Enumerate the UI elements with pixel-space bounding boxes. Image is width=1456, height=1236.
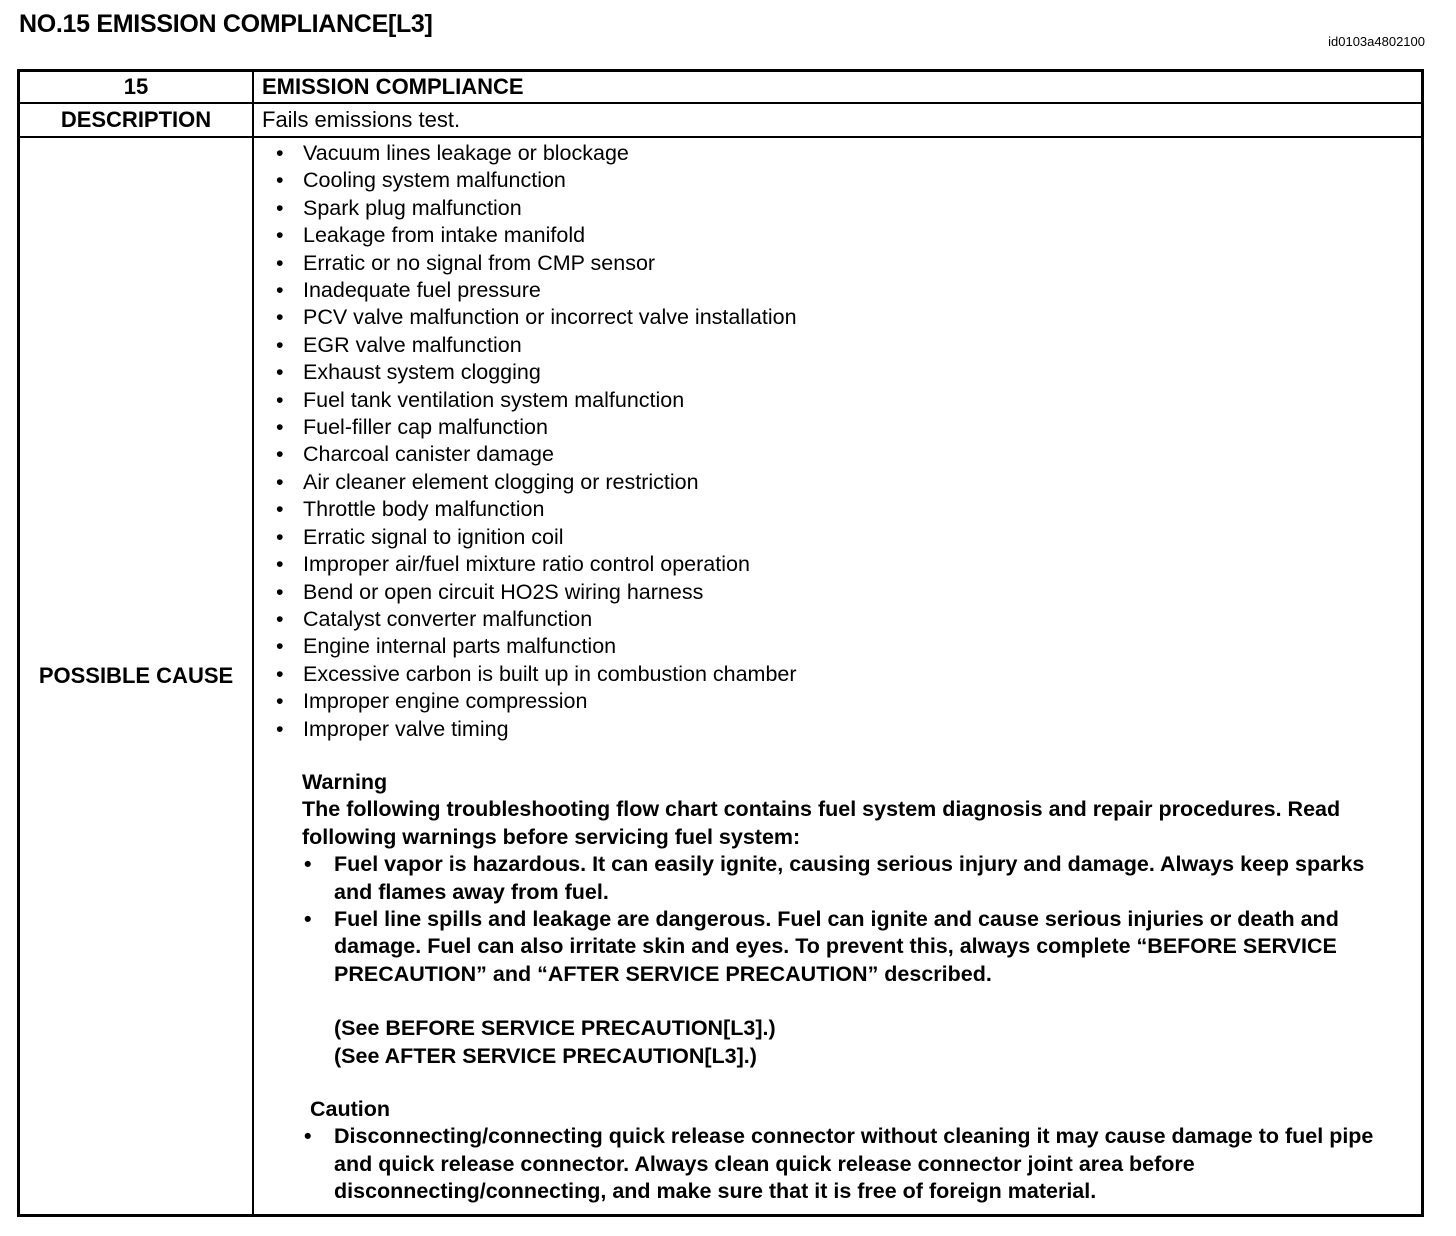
description-text: Fails emissions test.: [253, 103, 1423, 137]
warning-heading: Warning: [302, 769, 388, 794]
symptom-number: 15: [19, 71, 254, 104]
document-id: id0103a4802100: [1328, 34, 1425, 49]
cause-item: • Catalyst converter malfunction: [276, 606, 1421, 633]
warning-block: [254, 769, 1421, 1070]
cause-item: • Air cleaner element clogging or restriction: [276, 469, 1421, 496]
cause-item: • Cooling system malfunction: [276, 167, 1421, 194]
cause-item: • Inadequate fuel pressure: [276, 277, 1421, 304]
possible-cause-label: POSSIBLE CAUSE: [19, 137, 254, 1215]
cause-item: • Engine internal parts malfunction: [276, 633, 1421, 660]
description-label: DESCRIPTION: [19, 103, 254, 137]
troubleshooting-table: [17, 69, 1424, 1217]
possible-cause-row: [19, 137, 1423, 1215]
symptom-title: EMISSION COMPLIANCE: [253, 71, 1423, 104]
header-row: [19, 71, 1423, 104]
possible-cause-content: [253, 137, 1423, 1215]
cause-item: • Fuel-filler cap malfunction: [276, 414, 1421, 441]
warning-bullet: • Fuel vapor is hazardous. It can easily ignite, causing serious injury and damage. Always keep sparks and flames away from fuel.: [302, 851, 1407, 906]
cause-item: • PCV valve malfunction or incorrect valve installation: [276, 304, 1421, 331]
cause-item: • Erratic signal to ignition coil: [276, 524, 1421, 551]
description-row: [19, 103, 1423, 137]
see-before-service-link[interactable]: (See BEFORE SERVICE PRECAUTION[L3].): [334, 1016, 776, 1041]
warning-bullet: • Fuel line spills and leakage are dangerous. Fuel can ignite and cause serious injuries or death and damage. Fuel can also irritate skin and eyes. To prevent this, always complete “BEFORE SERVICE PRECAUTION” and “AFTER SERVICE PRECAUTION” described.: [302, 906, 1407, 988]
cause-item: • Throttle body malfunction: [276, 496, 1421, 523]
cause-list: [254, 140, 1421, 743]
warning-bullets: [302, 851, 1407, 988]
cause-item: • Improper engine compression: [276, 688, 1421, 715]
cause-item: • Improper valve timing: [276, 716, 1421, 743]
cause-item: • Leakage from intake manifold: [276, 222, 1421, 249]
caution-block: [254, 1096, 1421, 1214]
cause-item: • Excessive carbon is built up in combustion chamber: [276, 661, 1421, 688]
cause-item: • Erratic or no signal from CMP sensor: [276, 250, 1421, 277]
cause-item: • Fuel tank ventilation system malfunction: [276, 387, 1421, 414]
cause-item: • Bend or open circuit HO2S wiring harness: [276, 579, 1421, 606]
cause-item: • Spark plug malfunction: [276, 195, 1421, 222]
caution-bullet: • Disconnecting/connecting quick release connector without cleaning it may cause damage to fuel pipe and quick release connector. Always clean quick release connector joint area before disconnecting/connecting, and make sure that it is free of foreign material.: [302, 1123, 1407, 1213]
page-title: NO.15 EMISSION COMPLIANCE[L3]: [19, 10, 433, 38]
cause-item: • Charcoal canister damage: [276, 441, 1421, 468]
see-after-service-link[interactable]: (See AFTER SERVICE PRECAUTION[L3].): [334, 1043, 757, 1068]
cause-item: • EGR valve malfunction: [276, 332, 1421, 359]
cause-item: • Improper air/fuel mixture ratio control operation: [276, 551, 1421, 578]
caution-heading: Caution: [310, 1097, 391, 1121]
cause-item: • Vacuum lines leakage or blockage: [276, 140, 1421, 167]
see-references: [302, 1015, 1407, 1070]
warning-intro: The following troubleshooting flow chart contains fuel system diagnosis and repair procedures. Read following warnings before servicing fuel system:: [302, 797, 1341, 849]
caution-bullets: [302, 1123, 1407, 1213]
cause-item: • Exhaust system clogging: [276, 359, 1421, 386]
